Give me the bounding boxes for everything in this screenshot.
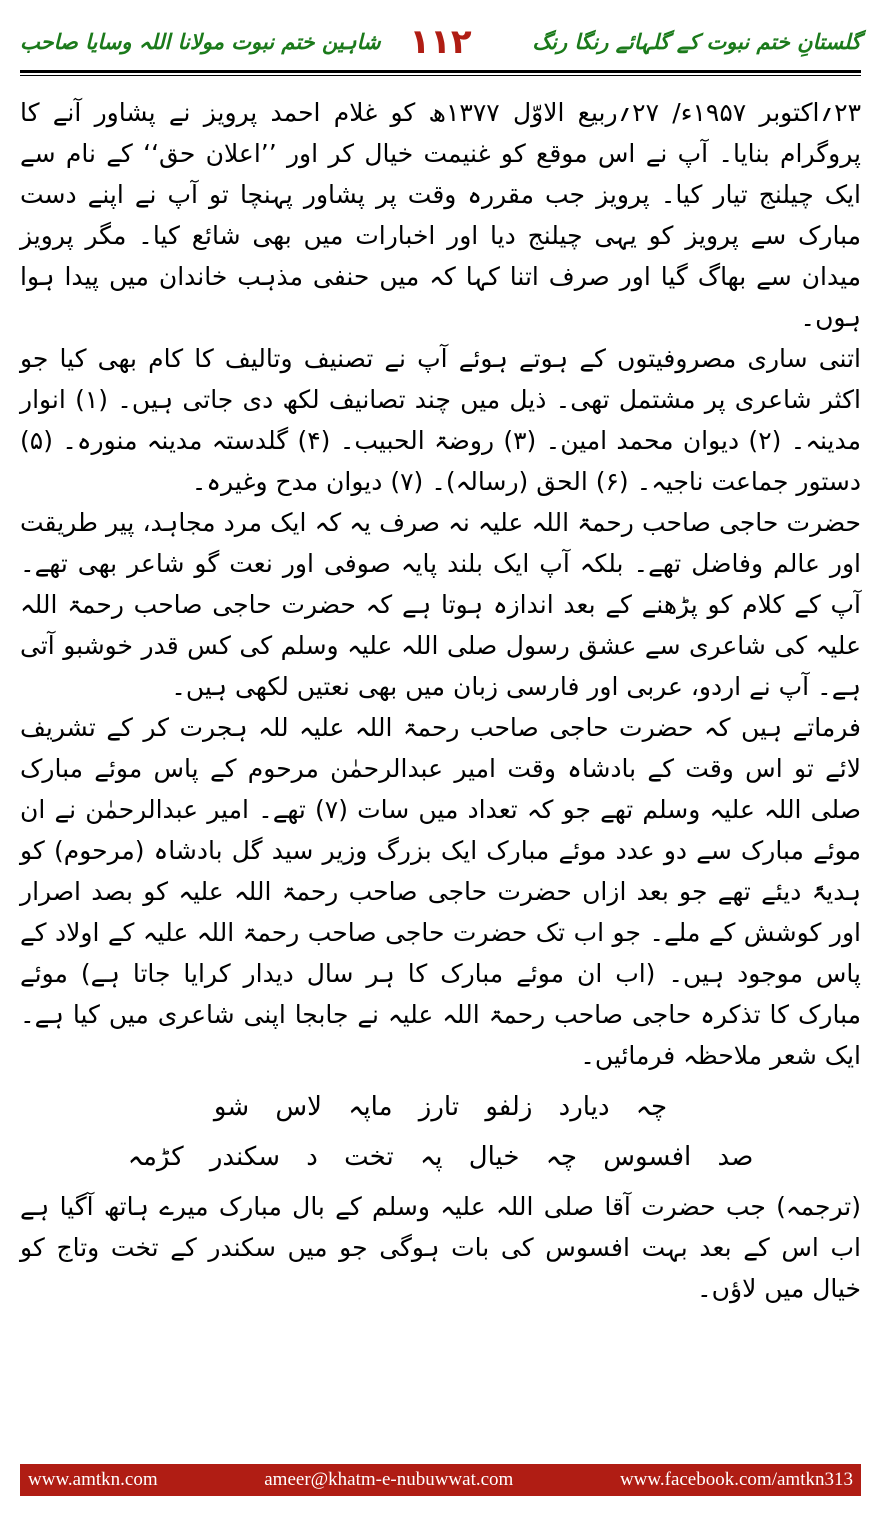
header-author: شاہین ختم نبوت مولانا اللہ وسایا صاحب (20, 30, 381, 54)
page-footer (20, 1464, 861, 1496)
header-book-title: گلستانِ ختم نبوت کے گلہائے رنگا رنگ (532, 30, 861, 54)
paragraph-parvez-challenge: ۲۳؍اکتوبر ۱۹۵۷ء/ ۲۷؍ربیع الاوّل ۱۳۷۷ھ کو غلام احمد پرویز نے پشاور آنے کا پروگرام بنایا۔ آپ نے اس موقع کو غنیمت خیال کر اور ’’اعلان حق‘‘ کے نام سے ایک چیلنج تیار کیا۔ پرویز جب مقررہ وقت پر پشاور پہنچا تو آپ نے اپنے دست مبارک سے پرویز کو یہی چیلنج دیا اور اخبارات میں بھی شائع کیا۔ مگر پرویز میدان سے بھاگ گیا اور صرف اتنا کہا کہ میں حنفی مذہب خاندان میں پیدا ہوا ہوں۔ (20, 98, 862, 332)
page-number: ۱۱۲ (409, 22, 472, 62)
page-header (20, 22, 861, 66)
verse-block (20, 1082, 861, 1182)
paragraph-holy-relics: فرماتے ہیں کہ حضرت حاجی صاحب رحمۃ اللہ علیہ للہ ہجرت کر کے تشریف لائے تو اس وقت کے بادشاہ وقت امیر عبدالرحمٰن مرحوم کے پاس موئے مبارک صلی اللہ علیہ وسلم تھے جو کہ تعداد میں سات (۷) تھے۔ امیر عبدالرحمٰن نے ان موئے مبارک سے دو عدد موئے مبارک ایک بزرگ وزیر سید گل بادشاہ (مرحوم) کو ہدیۃً دیئے تھے جو بعد ازاں حضرت حاجی صاحب رحمۃ اللہ علیہ کو بصد اصرار اور کوشش کے ملے۔ جو اب تک حضرت حاجی صاحب رحمۃ اللہ علیہ کے اولاد کے پاس موجود ہیں۔ (اب ان موئے مبارک کا ہر سال دیدار کرایا جاتا ہے) موئے مبارک کا تذکرہ حاجی صاحب رحمۃ اللہ علیہ نے جابجا اپنی شاعری میں کیا ہے۔ ایک شعر ملاحظہ فرمائیں۔ (20, 713, 861, 1070)
paragraph-writings: اتنی ساری مصروفیتوں کے ہوتے ہوئے آپ نے تصنیف وتالیف کا کام بھی کیا جو اکثر شاعری پر مشتمل تھی۔ ذیل میں چند تصانیف لکھ دی جاتی ہیں۔ (۱) انوار مدینہ۔ (۲) دیوان محمد امین۔ (۳) روضۃ الحبیب۔ (۴) گلدستہ مدینہ منورہ۔ (۵) دستور جماعت ناجیہ۔ (۶) الحق (رسالہ)۔ (۷) دیوان مدح وغیرہ۔ (20, 344, 861, 496)
footer-website-link[interactable]: www.amtkn.com (28, 1469, 158, 1490)
header-divider (20, 70, 861, 73)
footer-email-link[interactable]: ameer@khatm-e-nubuwwat.com (264, 1469, 514, 1490)
footer-facebook-link[interactable]: www.facebook.com/amtkn313 (619, 1469, 853, 1490)
document-body (20, 92, 861, 1309)
paragraph-translation: (ترجمہ) جب حضرت آقا صلی اللہ علیہ وسلم کے بال مبارک میرے ہاتھ آگیا ہے اب اس کے بعد بہت افسوس کی بات ہوگی جو میں سکندر کے تخت وتاج کو خیال میں لاؤں۔ (20, 1192, 861, 1303)
verse-line: صد افسوس چہ خیال پہ تخت د سکندر کڑمہ (127, 1142, 754, 1172)
verse-line: چہ دیارد زلفو تارز ماپہ لاس شو (213, 1092, 668, 1122)
header-divider-thin (20, 75, 861, 76)
paragraph-poetry: حضرت حاجی صاحب رحمۃ اللہ علیہ نہ صرف یہ کہ ایک مرد مجاہد، پیر طریقت اور عالم وفاضل تھے۔ بلکہ آپ ایک بلند پایہ صوفی اور نعت گو شاعر بھی تھے۔ آپ کے کلام کو پڑھنے کے بعد اندازہ ہوتا ہے کہ حضرت حاجی صاحب رحمۃ اللہ علیہ کی شاعری سے عشق رسول صلی اللہ علیہ وسلم کی کس قدر خوشبو آتی ہے۔ آپ نے اردو، عربی اور فارسی زبان میں بھی نعتیں لکھی ہیں۔ (20, 508, 861, 701)
